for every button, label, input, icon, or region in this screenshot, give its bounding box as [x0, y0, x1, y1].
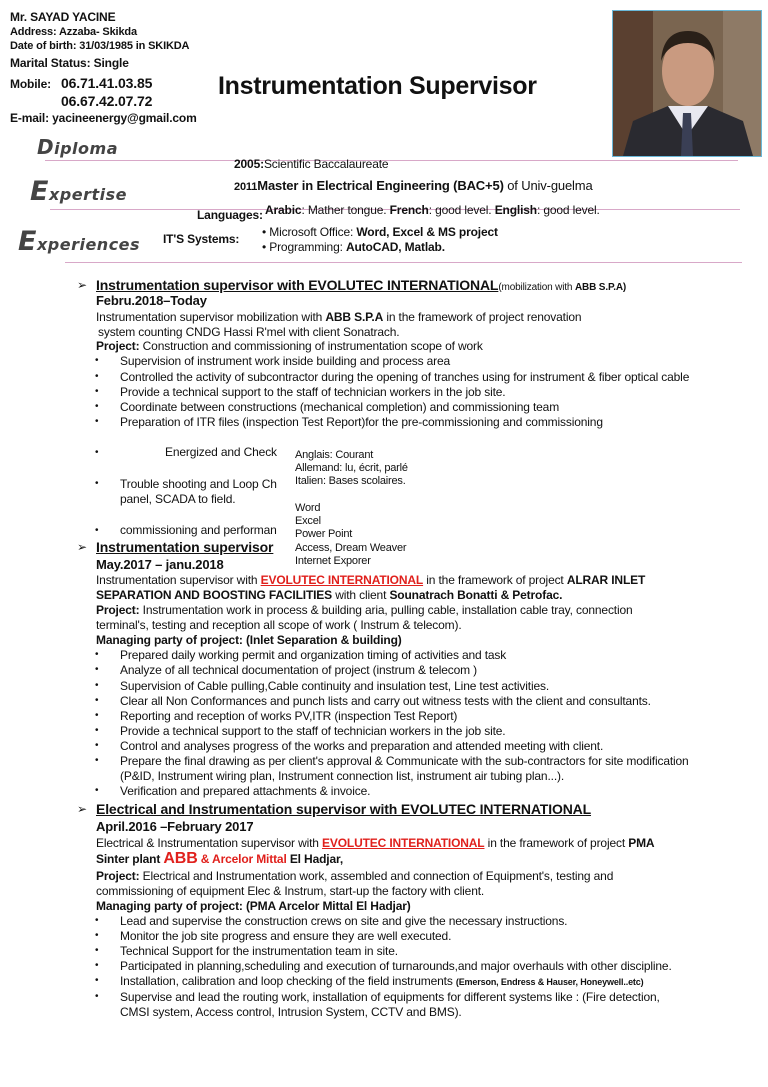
overlay-line: Italien: Bases scolaires.: [295, 475, 406, 487]
it-line-1: [262, 225, 498, 239]
arrow-bullet-icon: ➢: [77, 278, 88, 292]
it-systems-label: IT'S Systems:: [163, 232, 240, 246]
divider: [45, 160, 738, 161]
t: ABB S.P.A: [325, 310, 384, 324]
t: ABB: [163, 850, 198, 867]
exp1-dates: Febru.2018–Today: [96, 293, 207, 308]
exp2-managing: Managing party of project: (Inlet Separation & building): [96, 633, 402, 647]
bold: AutoCAD, Matlab.: [345, 240, 445, 254]
t: Instrumentation work in process & building aria, pulling cable, installation cable tray, connection: [139, 603, 633, 617]
label: Project:: [96, 339, 140, 353]
exp3-project-2: commissioning of equipment Elec & Instrum, start-up the factory with client.: [96, 884, 485, 898]
exp2-bullet: Provide a technical support to the staff of technician workers in the job site.: [120, 724, 506, 738]
heading-cap: E: [30, 176, 49, 207]
title: Instrumentation supervisor: [96, 539, 274, 555]
t: Electrical and Instrumentation work, assembled and connection of Equipment's, testing and: [139, 869, 614, 883]
heading-rest: xperiences: [36, 235, 141, 254]
year: 2005:: [234, 157, 264, 171]
exp2-desc-1: [96, 573, 645, 587]
t: & Arcelor Mittal: [197, 852, 287, 866]
diploma-2: [234, 179, 593, 194]
bullet-icon: •: [95, 930, 99, 941]
marital-status: Marital Status: Single: [10, 56, 129, 70]
languages: [265, 203, 600, 217]
profile-photo: [612, 10, 762, 157]
exp2-bullet: Clear all Non Conformances and punch lists and carry out witness tests with the client and consultants.: [120, 694, 651, 708]
exp1-bullet: Coordinate between constructions (mechanical completion) and commissioning team: [120, 400, 560, 414]
exp1-bullet: Trouble shooting and Loop Ch: [120, 477, 277, 491]
address: Address: Azzaba- Skikda: [10, 26, 137, 38]
text: • Programming:: [262, 240, 346, 254]
bullet-icon: •: [95, 740, 99, 751]
bullet-icon: •: [95, 915, 99, 926]
t: Sinter plant: [96, 852, 164, 866]
exp1-bullet: Energized and Check: [165, 445, 277, 459]
bullet-icon: •: [95, 680, 99, 691]
exp1-bullet: commissioning and performan: [120, 523, 277, 537]
overlay-line: Internet Exporer: [295, 555, 371, 567]
t: Instrumentation supervisor with: [96, 573, 261, 587]
overlay-line: Anglais: Courant: [295, 449, 374, 461]
exp1-bullet-cont: panel, SCADA to field.: [120, 492, 236, 506]
exp3-desc-1: [96, 836, 654, 850]
level: : good level.: [428, 203, 495, 217]
heading-cap: E: [18, 226, 37, 257]
t: ALRAR INLET: [566, 573, 646, 587]
degree: Master in Electrical Engineering (BAC+5): [257, 178, 504, 193]
text: of Univ-guelma: [503, 178, 593, 193]
t: Electrical & Instrumentation supervisor with: [96, 836, 323, 850]
t: in the framework of project: [423, 573, 567, 587]
t: Sounatrach Bonatti & Petrofac.: [389, 588, 563, 602]
bullet-icon: •: [95, 355, 99, 366]
bullet-icon: •: [95, 649, 99, 660]
exp3-dates: April.2016 –February 2017: [96, 819, 254, 834]
exp2-dates: May.2017 – janu.2018: [96, 557, 224, 572]
heading-cap: D: [37, 135, 55, 159]
lang: English: [494, 203, 537, 217]
exp2-bullet: Prepared daily working permit and organization timing of activities and task: [120, 648, 507, 662]
bullet-icon: •: [95, 386, 99, 397]
bullet-icon: •: [95, 710, 99, 721]
section-experiences: [18, 226, 140, 257]
level: : good level.: [536, 203, 600, 217]
exp3-bullet: Monitor the job site progress and ensure they are well executed.: [120, 929, 452, 943]
text: • Microsoft Office:: [262, 225, 357, 239]
t: PMA: [628, 836, 655, 850]
exp1-desc-2: system counting CNDG Hassi R'mel with client Sonatrach.: [98, 325, 400, 339]
exp3-bullet-cont: CMSI system, Access control, Intrusion System, CCTV and BMS).: [120, 1005, 462, 1019]
label: Project:: [96, 603, 140, 617]
t: with client: [332, 588, 390, 602]
email: E-mail: yacineenergy@gmail.com: [10, 111, 197, 125]
exp3-bullet: [120, 974, 643, 989]
exp2-bullet: Verification and prepared attachments & invoice.: [120, 784, 371, 798]
note-bold: ABB S.P.A): [574, 282, 627, 293]
t: in the framework of project renovation: [383, 310, 582, 324]
diploma-1: [234, 157, 388, 171]
bullet-icon: •: [95, 975, 99, 986]
bullet-icon: •: [95, 416, 99, 427]
lang: French: [389, 203, 429, 217]
date-of-birth: Date of birth: 31/03/1985 in SKIKDA: [10, 40, 190, 52]
exp2-title: [96, 539, 273, 556]
exp3-managing: Managing party of project: (PMA Arcelor Mittal El Hadjar): [96, 899, 411, 913]
label: Project:: [96, 869, 140, 883]
t: Construction and commissioning of instrumentation scope of work: [139, 339, 483, 353]
overlay-line: Excel: [295, 515, 321, 527]
overlay-line: Allemand: lu, écrit, parlé: [295, 462, 408, 474]
bullet-icon: •: [95, 785, 99, 796]
section-expertise: [30, 176, 127, 207]
exp1-bullet: Provide a technical support to the staff of technician workers in the job site.: [120, 385, 506, 399]
heading-rest: iploma: [54, 139, 118, 158]
note: (mobilization with: [498, 282, 575, 293]
exp2-desc-2: [96, 588, 562, 602]
bullet-icon: •: [95, 664, 99, 675]
mobile-2: 06.67.42.07.72: [61, 93, 153, 109]
it-line-2: [262, 240, 445, 254]
arrow-bullet-icon: ➢: [77, 540, 88, 554]
t: El Hadjar,: [286, 852, 344, 866]
mobile-1: 06.71.41.03.85: [61, 75, 153, 91]
bullet-icon: •: [95, 447, 99, 458]
mobile-label: Mobile:: [10, 77, 51, 91]
section-diploma: [37, 135, 118, 159]
exp1-desc-1: [96, 310, 581, 324]
overlay-line: Power Point: [295, 528, 353, 540]
exp3-bullet: Lead and supervise the construction crews on site and give the necessary instructions.: [120, 914, 568, 928]
t: Installation, calibration and loop checking of the field instruments: [120, 974, 456, 988]
candidate-name: Mr. SAYAD YACINE: [10, 10, 116, 24]
exp2-bullet: Control and analyses progress of the works and preparation and attended meeting with client.: [120, 739, 604, 753]
text: Scientific Baccalaureate: [263, 157, 389, 171]
exp2-bullet: Reporting and reception of works PV,ITR (inspection Test Report): [120, 709, 458, 723]
t: SEPARATION AND BOOSTING FACILITIES: [96, 588, 333, 602]
year: 2011: [234, 181, 258, 193]
exp1-bullet: Preparation of ITR files (inspection Test Report)for the pre-commissioning and commissioning: [120, 415, 603, 429]
company-link[interactable]: EVOLUTEC INTERNATIONAL: [322, 836, 485, 850]
exp1-bullet: Supervision of instrument work inside building and process area: [120, 354, 451, 368]
arrow-bullet-icon: ➢: [77, 802, 88, 816]
bullet-icon: •: [95, 478, 99, 489]
exp2-bullet-cont: (P&ID, Instrument wiring plan, Instrument connection list, instrument air tubing plan...).: [120, 769, 565, 783]
exp2-bullet: Analyze of all technical documentation of project (instrum & telecom ): [120, 663, 478, 677]
overlay-textbox: [294, 449, 434, 569]
bullet-icon: •: [95, 725, 99, 736]
t: in the framework of project: [484, 836, 629, 850]
job-title: Instrumentation Supervisor: [218, 72, 537, 100]
exp3-project: [96, 869, 613, 883]
bold: Word, Excel & MS project: [356, 225, 498, 239]
bullet-icon: •: [95, 371, 99, 382]
exp2-project-2: terminal's, testing and reception all scope of work ( Instrum & telecom).: [96, 618, 462, 632]
bullet-icon: •: [95, 525, 99, 536]
languages-label: Languages:: [197, 208, 263, 222]
level: : Mather tongue.: [301, 203, 390, 217]
bullet-icon: •: [95, 991, 99, 1002]
lang: Arabic: [265, 203, 302, 217]
divider: [65, 262, 742, 263]
title: Electrical and Instrumentation supervisor with EVOLUTEC INTERNATIONAL: [96, 801, 592, 817]
title: Instrumentation supervisor with EVOLUTEC INTERNATIONAL: [96, 277, 499, 293]
bullet-icon: •: [95, 401, 99, 412]
company-link[interactable]: EVOLUTEC INTERNATIONAL: [260, 573, 424, 587]
t: Instrumentation supervisor mobilization with: [96, 310, 326, 324]
overlay-line: Word: [295, 502, 321, 514]
exp2-bullet: Prepare the final drawing as per client's approval & Communicate with the sub-contractors for site modification: [120, 754, 689, 768]
bullet-icon: •: [95, 960, 99, 971]
exp3-bullet: Technical Support for the instrumentation team in site.: [120, 944, 398, 958]
exp1-bullet: Controlled the activity of subcontractor during the opening of tranches using for instrument & fiber optical cable: [120, 370, 690, 384]
heading-rest: xpertise: [48, 185, 127, 204]
exp3-desc-2: [96, 850, 343, 868]
t: (Emerson, Endress & Hauser, Honeywell..etc): [455, 977, 644, 987]
bullet-icon: •: [95, 695, 99, 706]
exp3-title: [96, 801, 591, 818]
exp2-bullet: Supervision of Cable pulling,Cable continuity and insulation test, Line test activities.: [120, 679, 550, 693]
bullet-icon: •: [95, 755, 99, 766]
exp1-project: [96, 339, 483, 353]
portrait-image: [613, 11, 761, 156]
exp3-bullet: Participated in planning,scheduling and execution of turnarounds,and major overhauls with other discipline.: [120, 959, 672, 973]
bullet-icon: •: [95, 945, 99, 956]
exp2-project: [96, 603, 633, 617]
exp3-bullet: Supervise and lead the routing work, installation of equipments for different systems like : (Fire detection,: [120, 990, 660, 1004]
overlay-line: Access, Dream Weaver: [295, 542, 407, 554]
